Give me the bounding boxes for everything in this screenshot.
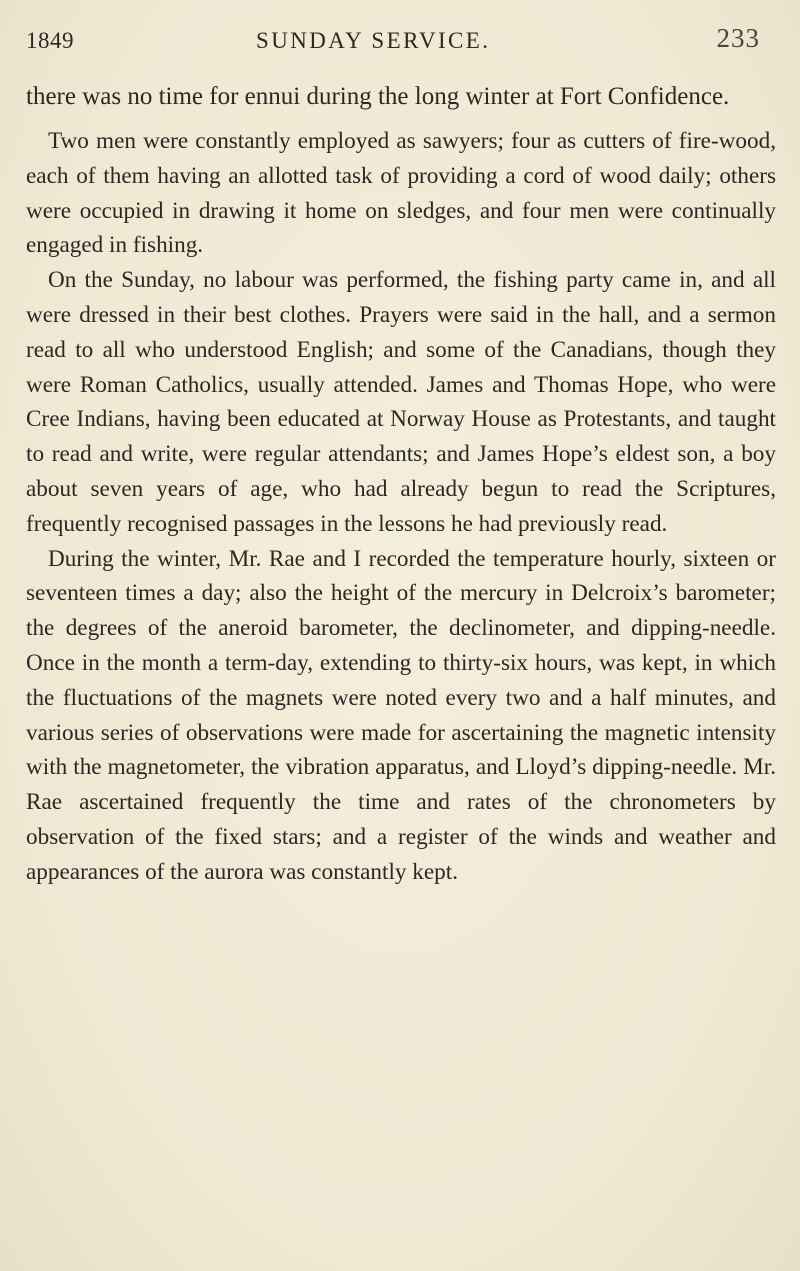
paragraph-labour: Two men were constantly employed as sawyers; four as cutters of fire-wood, each of them having an allotted task of providing a cord of wood daily; others were occupied in drawing it home on sledges, and four men were continually engaged in fishing. — [26, 128, 776, 259]
paragraph-sunday: On the Sunday, no labour was performed, the fishing party came in, and all were dressed in their best clothes. Prayers were said in the hall, and a sermon read to all who understood English; and some of the Canadians, though they were Roman Catholics, usually attended. James and Thomas Hope, who were Cree Indians, having been educated at Norway House as Protestants, and taught to read and write, were regular attendants; and James Hope’s eldest son, a boy about seven years of age, who had already begun to read the Scriptures, frequently recognised passages in the lessons he had previously read. — [26, 267, 776, 537]
paragraph-observations: During the winter, Mr. Rae and I recorded the temperature hourly, sixteen or seventeen times a day; also the height of the mercury in Delcroix’s barometer; the degrees of the aneroid barometer, the declinometer, and dipping-needle. Once in the month a term-day, extending to thirty-six hours, was kept, in which the fluctuations of the magnets were noted every two and a half minutes, and various series of observations were made for ascertaining the magnetic intensity with the magnetometer, the vibration apparatus, and Lloyd’s dipping-needle. Mr. Rae ascertained frequently the time and rates of the chronometers by observation of the fixed stars; and a register of the winds and weather and appearances of the aurora was constantly kept. — [26, 545, 776, 885]
page-number: 233 — [716, 23, 760, 53]
body-text — [26, 78, 776, 890]
running-header — [26, 23, 776, 58]
header-year: 1849 — [26, 28, 74, 53]
running-title: SUNDAY SERVICE. — [256, 28, 491, 53]
paragraph-continuation: there was no time for ennui during the long winter at Fort Confidence. — [26, 83, 730, 110]
